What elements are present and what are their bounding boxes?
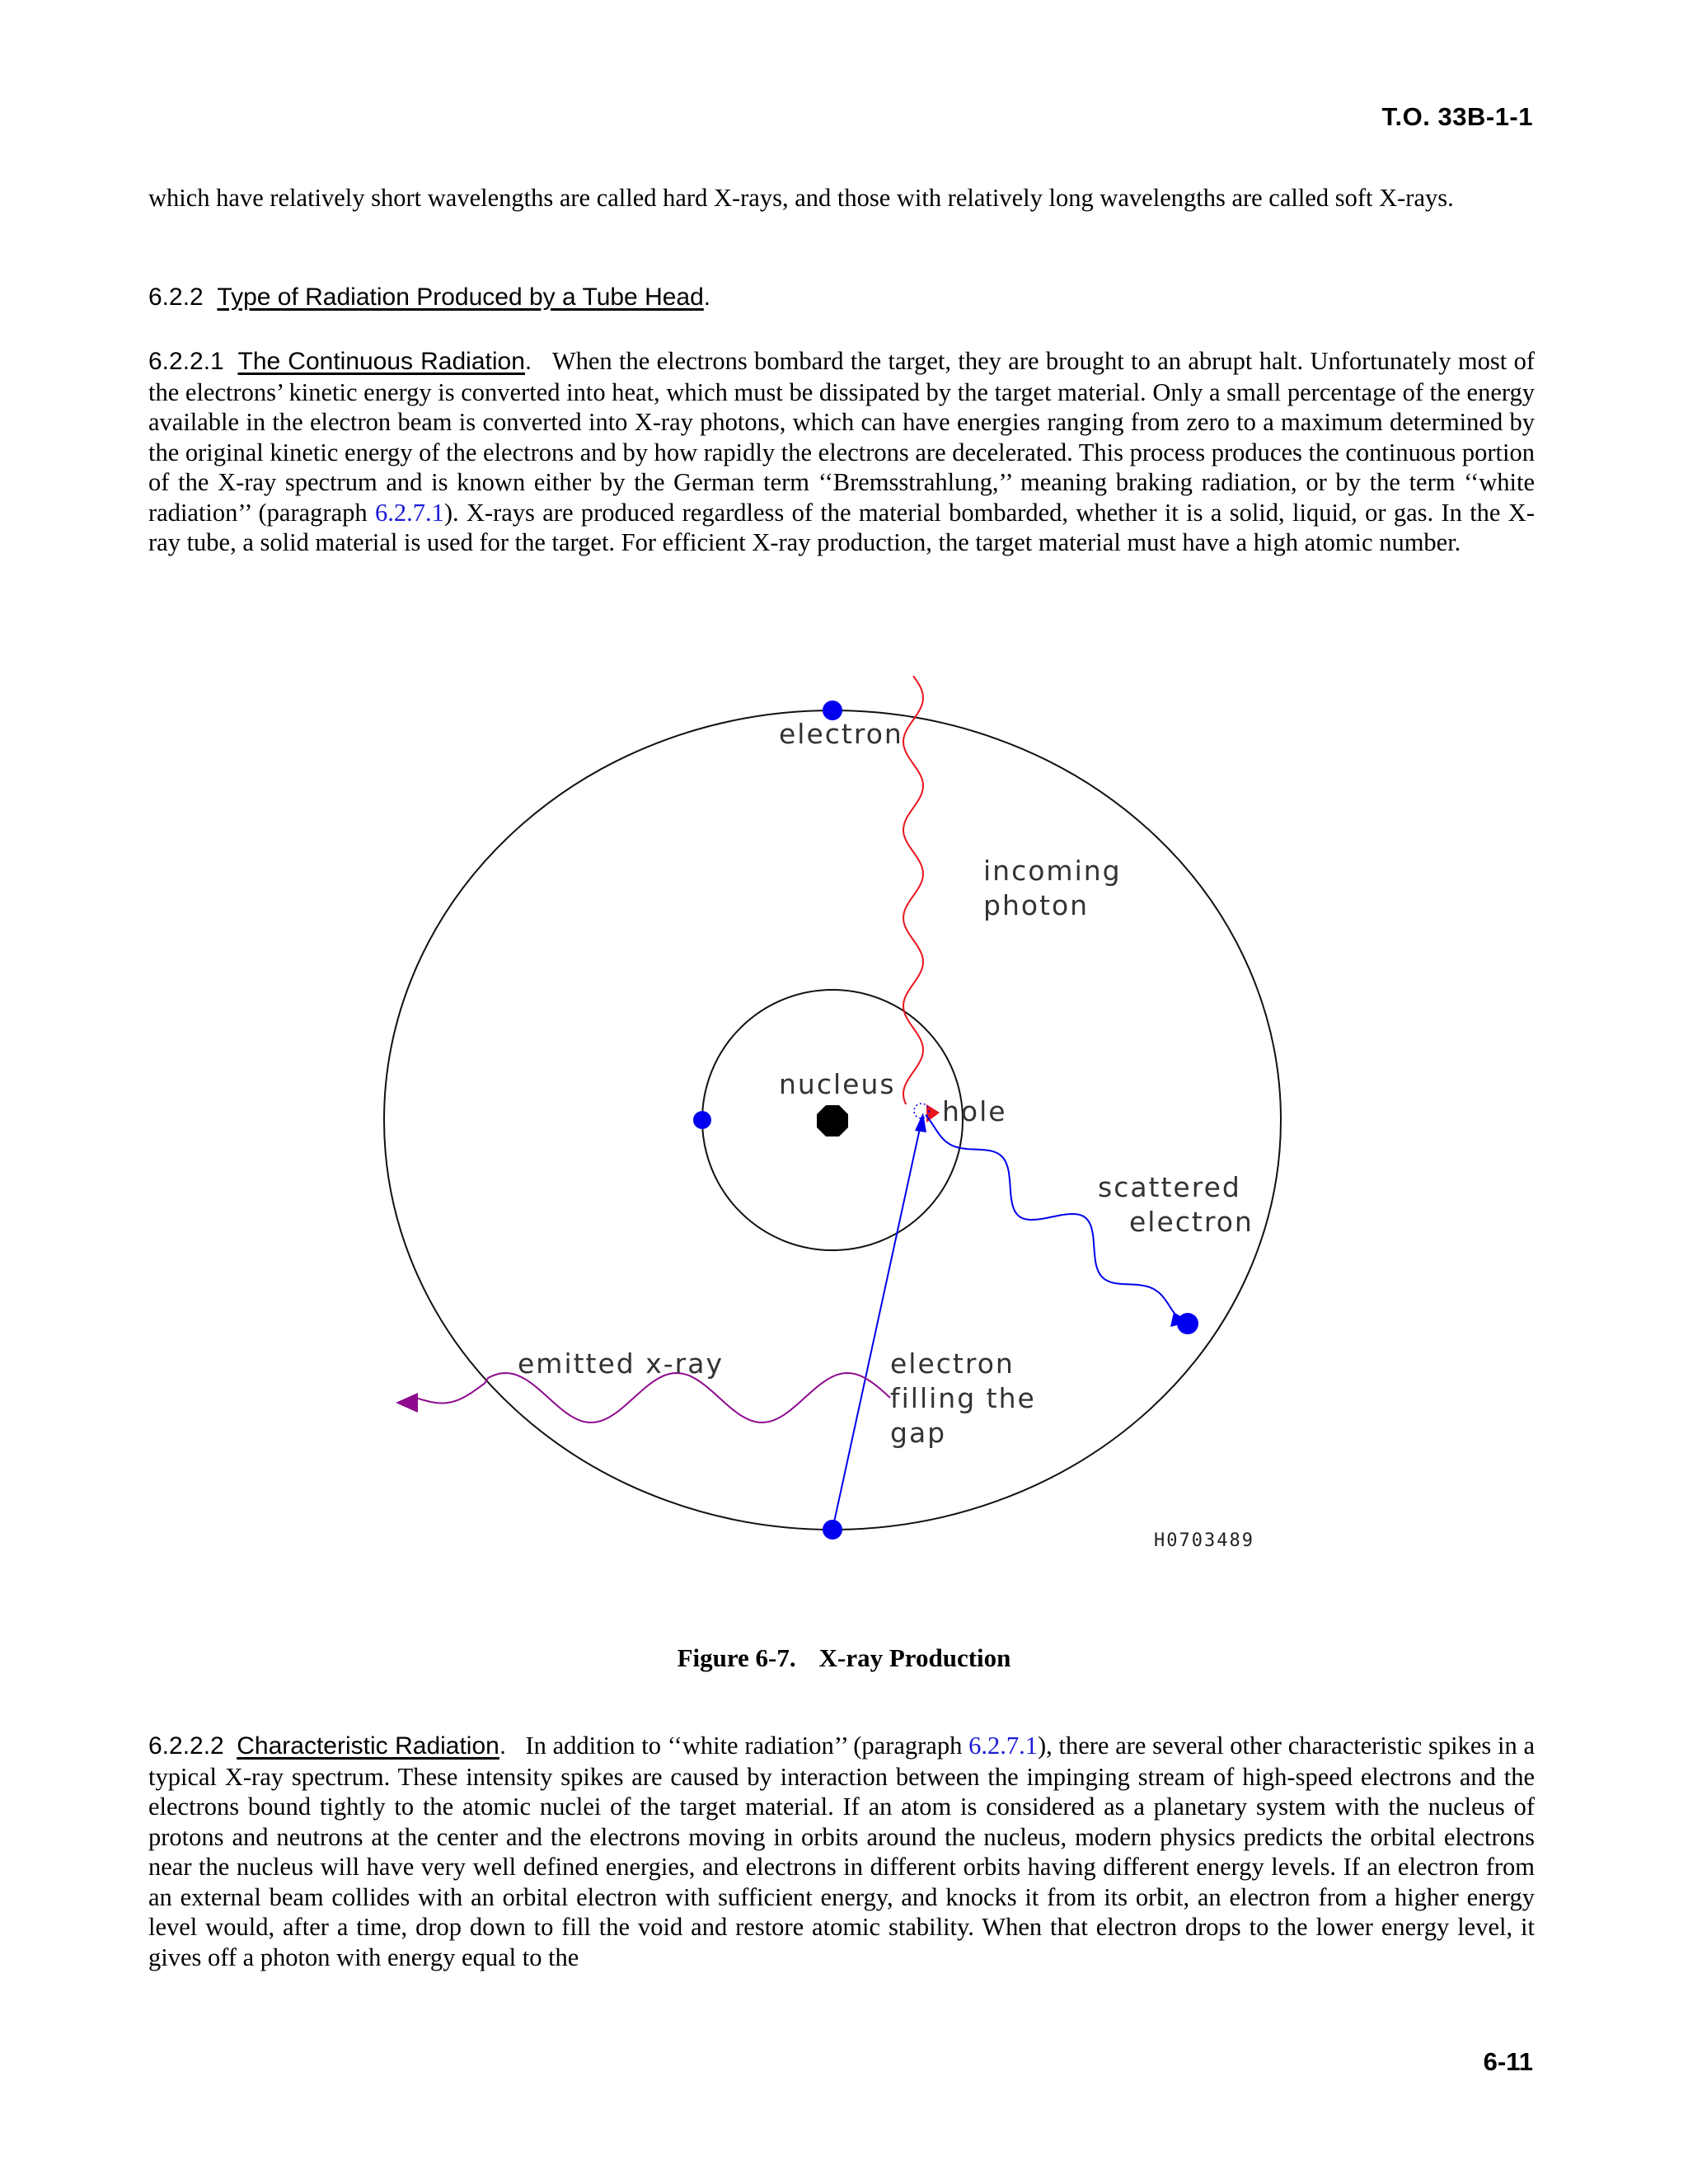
caption-number: Figure 6-7.: [677, 1643, 796, 1672]
label-hole: hole: [942, 1095, 1007, 1127]
nucleus-dot: [817, 1105, 848, 1137]
label-electron: electron: [779, 718, 903, 750]
section-number: 6.2.2: [148, 284, 204, 311]
label-nucleus: nucleus: [779, 1068, 896, 1100]
section-6-2-2-heading: [148, 284, 710, 312]
label-filling-electron: electron: [890, 1347, 1015, 1380]
filling-arrowhead: [915, 1113, 926, 1132]
xray-diagram: [363, 676, 1352, 1582]
section-title-trail: .: [499, 1732, 507, 1760]
label-gap: gap: [890, 1417, 947, 1449]
section-title: Type of Radiation Produced by a Tube Head: [217, 284, 704, 311]
label-scattered: scattered: [1098, 1171, 1241, 1203]
section-6-2-2-2-paragraph: [148, 1731, 1535, 1972]
section-title: The Continuous Radiation: [237, 348, 525, 375]
electron-dot-bottom: [823, 1520, 842, 1540]
filling-electron-path: [832, 1121, 921, 1530]
section-title-trail: .: [703, 284, 711, 311]
emitted-xray-wave: [415, 1373, 890, 1422]
page-number: 6-11: [1483, 2047, 1533, 2076]
section-6-2-2-1-paragraph: [148, 346, 1535, 558]
xray-production-figure: [363, 676, 1352, 1582]
label-emitted-xray: emitted x-ray: [518, 1347, 724, 1380]
paragraph-link[interactable]: 6.2.7.1: [968, 1732, 1038, 1760]
electron-dot-inner: [693, 1111, 711, 1129]
electron-dot-scattered: [1177, 1313, 1198, 1334]
figure-code: H0703489: [1154, 1530, 1254, 1551]
section-number: 6.2.2.2: [148, 1732, 224, 1760]
paragraph-text-continued: ), there are several other characteristic spikes in a typical X-ray spectrum. These intensity spikes are caused by interaction between the impinging stream of high-speed electrons and the electrons bound tightly to the atomic nuclei of the target material. If an atom is considered as a planetary system with the nucleus of protons and neutrons at the center and the electrons moving in orbits around the nucleus, modern physics predicts the orbital electrons near the nucleus will have very well defined energies, and electrons in different orbits having different energy levels. If an electron from an external beam collides with an orbital electron with sufficient energy, and knocks it from its orbit, an electron from a higher energy level would, after a time, drop down to fill the void and restore atomic stability. When that electron drops to the lower energy level, it gives off a photon with energy equal to the: [148, 1732, 1535, 1971]
label-photon: photon: [983, 889, 1090, 921]
paragraph-text: When the electrons bombard the target, they are brought to an abrupt halt. Unfortunately most of the electrons’ kinetic energy is converted into heat, which must be dissipated by the target material. Only a small percentage of the energy available in the electron beam is converted into X-ray photons, which can have energies ranging from zero to a maximum determined by the original kinetic energy of the electrons and by how rapidly the electrons are decelerated. This process produces the continuous portion of the X-ray spectrum and is known either by the German term ‘‘Bremsstrahlung,’’ meaning braking radiation, or by the term ‘‘white radiation’’ (paragraph: [148, 347, 1536, 527]
emitted-arrowhead: [396, 1393, 418, 1413]
paragraph-text: In addition to ‘‘white radiation’’ (paragraph: [525, 1732, 969, 1760]
intro-paragraph: which have relatively short wavelengths are called hard X-rays, and those with relatively long wavelengths are called soft X-rays.: [148, 184, 1454, 212]
label-scattered-electron: electron: [1129, 1206, 1254, 1238]
label-filling-the: filling the: [890, 1382, 1036, 1414]
paragraph-link[interactable]: 6.2.7.1: [374, 498, 444, 527]
figure-caption: [0, 1643, 1688, 1673]
section-title-trail: .: [524, 348, 532, 375]
incoming-photon-wave: [903, 676, 923, 1104]
paragraph-text-continued: ). X-rays are produced regardless of the material bombarded, whether it is a solid, liquid, or gas. In the X-ray tube, a solid material is used for the target. For efficient X-ray production, the target material must have a high atomic number.: [148, 498, 1535, 556]
section-title: Characteristic Radiation: [237, 1732, 499, 1760]
document-id: T.O. 33B-1-1: [1381, 102, 1533, 131]
caption-title: X-ray Production: [818, 1643, 1011, 1672]
label-incoming: incoming: [983, 855, 1122, 887]
section-number: 6.2.2.1: [148, 348, 224, 375]
